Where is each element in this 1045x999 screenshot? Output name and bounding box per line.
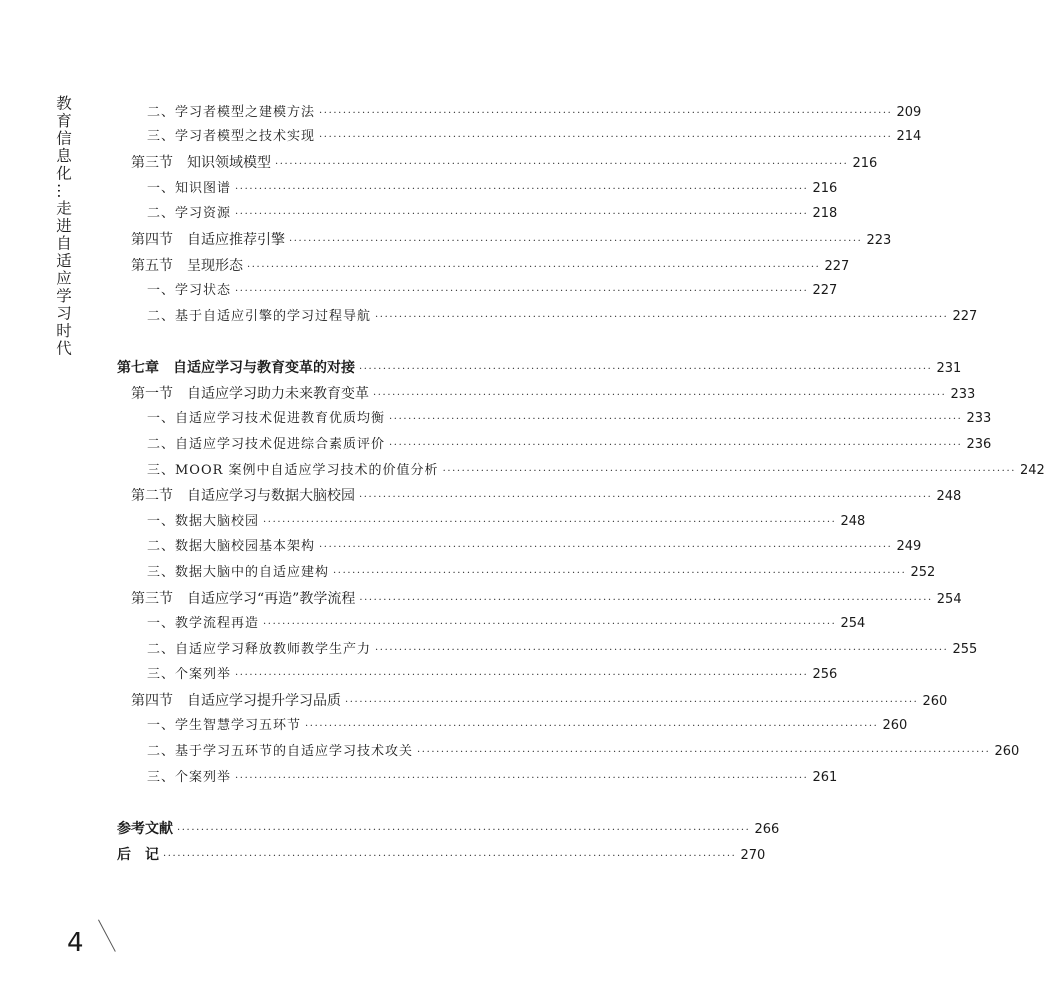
- toc-leader-dots: ························································································································: [375, 645, 949, 656]
- toc-entry-page: 252: [910, 565, 936, 580]
- toc-entry-label: 一、数据大脑校园: [147, 514, 260, 529]
- toc-subsection-entry[interactable]: [147, 537, 922, 557]
- toc-subsection-entry[interactable]: [147, 640, 978, 660]
- toc-entry-page: 242: [1020, 463, 1045, 478]
- toc-entry-page: 255: [952, 642, 978, 657]
- toc-entry-page: 249: [896, 539, 922, 554]
- toc-leader-dots: ························································································································: [373, 390, 947, 401]
- toc-leader-dots: ························································································································: [319, 542, 893, 553]
- toc-entry-page: 254: [840, 616, 866, 631]
- toc-entry-label: 参考文献: [117, 821, 173, 837]
- toc-section-entry[interactable]: [131, 589, 962, 609]
- toc-entry-page: 218: [812, 206, 838, 221]
- toc-entry-label: 第七章 自适应学习与教育变革的对接: [117, 360, 355, 376]
- toc-chapter-entry[interactable]: [117, 358, 962, 378]
- toc-section-entry[interactable]: [131, 230, 892, 250]
- toc-entry-label: 二、学习者模型之建模方法: [147, 105, 316, 120]
- toc-entry-label: 后 记: [117, 847, 159, 863]
- toc-subsection-entry[interactable]: [147, 204, 838, 224]
- toc-entry-page: 270: [740, 848, 766, 863]
- toc-chapter-entry[interactable]: [117, 845, 766, 865]
- toc-entry-label: 一、知识图谱: [147, 181, 232, 196]
- toc-subsection-entry[interactable]: [147, 512, 866, 532]
- toc-subsection-entry[interactable]: [147, 179, 838, 199]
- toc-subsection-entry[interactable]: [147, 665, 838, 685]
- toc-entry-page: 216: [812, 181, 838, 196]
- toc-leader-dots: ························································································································: [235, 773, 809, 784]
- toc-entry-label: 第四节 自适应学习提升学习品质: [131, 693, 341, 709]
- toc-section-entry[interactable]: [131, 691, 948, 711]
- toc-entry-page: 261: [812, 770, 838, 785]
- toc-leader-dots: ························································································································: [247, 262, 821, 273]
- toc-entry-page: 223: [866, 233, 892, 248]
- toc-leader-dots: ························································································································: [442, 466, 1017, 477]
- toc-entry-label: 三、MOOR 案例中自适应学习技术的价值分析: [147, 463, 439, 478]
- toc-entry-page: 214: [896, 129, 922, 144]
- toc-subsection-entry[interactable]: [147, 435, 992, 455]
- toc-entry-label: 二、基于自适应引擎的学习过程导航: [147, 309, 372, 324]
- toc-leader-dots: ························································································································: [305, 721, 879, 732]
- running-title-part1: 教育信息化: [54, 95, 72, 183]
- toc-entry-label: 第一节 自适应学习助力未来教育变革: [131, 386, 369, 402]
- toc-entry-label: 第五节 呈现形态: [131, 258, 243, 274]
- toc-leader-dots: ························································································································: [389, 440, 963, 451]
- toc-leader-dots: ························································································································: [235, 670, 809, 681]
- toc-entry-page: 248: [936, 489, 962, 504]
- toc-subsection-entry[interactable]: [147, 409, 992, 429]
- toc-section-entry[interactable]: [131, 486, 962, 506]
- toc-entry-label: 一、学习状态: [147, 283, 232, 298]
- toc-entry-page: 256: [812, 667, 838, 682]
- running-title-separator: …: [54, 182, 72, 200]
- toc-subsection-entry[interactable]: [147, 742, 1020, 762]
- toc-leader-dots: ························································································································: [263, 619, 837, 630]
- toc-entry-label: 三、学习者模型之技术实现: [147, 129, 316, 144]
- toc-leader-dots: ························································································································: [263, 517, 837, 528]
- toc-entry-label: 二、自适应学习技术促进综合素质评价: [147, 437, 386, 452]
- toc-entry-label: 第三节 知识领域模型: [131, 155, 271, 171]
- toc-entry-page: 260: [882, 718, 908, 733]
- toc-subsection-entry[interactable]: [147, 768, 838, 788]
- toc-leader-dots: ························································································································: [177, 825, 751, 836]
- toc-entry-page: 266: [754, 822, 780, 837]
- toc-subsection-entry[interactable]: [147, 563, 936, 583]
- toc-subsection-entry[interactable]: [147, 127, 922, 147]
- toc-entry-page: 260: [994, 744, 1020, 759]
- toc-subsection-entry[interactable]: [147, 281, 838, 301]
- toc-entry-page: 227: [824, 259, 850, 274]
- toc-entry-label: 第三节 自适应学习“再造”教学流程: [131, 591, 356, 607]
- toc-entry-label: 一、教学流程再造: [147, 616, 260, 631]
- toc-leader-dots: ························································································································: [319, 108, 893, 119]
- toc-section-entry[interactable]: [131, 256, 850, 276]
- toc-entry-page: 216: [852, 156, 878, 171]
- toc-leader-dots: ························································································································: [235, 209, 809, 220]
- toc-subsection-entry[interactable]: [147, 614, 866, 634]
- toc-entry-page: 227: [952, 309, 978, 324]
- toc-leader-dots: ························································································································: [359, 364, 933, 375]
- toc-entry-label: 二、自适应学习释放教师教学生产力: [147, 642, 372, 657]
- toc-entry-label: 三、个案列举: [147, 770, 232, 785]
- toc-leader-dots: ························································································································: [359, 492, 933, 503]
- toc-section-entry[interactable]: [131, 384, 976, 404]
- toc-entry-page: 227: [812, 283, 838, 298]
- toc-entry-page: 236: [966, 437, 992, 452]
- toc-entry-page: 254: [936, 592, 962, 607]
- toc-leader-dots: ························································································································: [289, 236, 863, 247]
- toc-leader-dots: ························································································································: [359, 595, 933, 606]
- toc-entry-label: 一、自适应学习技术促进教育优质均衡: [147, 411, 386, 426]
- toc-entry-page: 209: [896, 105, 922, 120]
- toc-leader-dots: ························································································································: [389, 414, 963, 425]
- toc-leader-dots: ························································································································: [417, 747, 991, 758]
- toc-leader-dots: ························································································································: [163, 851, 737, 862]
- running-title: [54, 95, 72, 358]
- toc-entry-label: 二、数据大脑校园基本架构: [147, 539, 316, 554]
- toc-leader-dots: ························································································································: [275, 159, 849, 170]
- toc-entry-page: 233: [950, 387, 976, 402]
- toc-entry-label: 一、学生智慧学习五环节: [147, 718, 302, 733]
- toc-subsection-entry[interactable]: [147, 461, 1045, 481]
- toc-chapter-entry[interactable]: [117, 819, 780, 839]
- toc-subsection-entry[interactable]: [147, 103, 922, 123]
- page-number: 4: [67, 928, 84, 958]
- toc-entry-label: 二、学习资源: [147, 206, 232, 221]
- toc-leader-dots: ························································································································: [235, 184, 809, 195]
- toc-entry-page: 231: [936, 361, 962, 376]
- toc-leader-dots: ························································································································: [235, 286, 809, 297]
- toc-entry-label: 三、个案列举: [147, 667, 232, 682]
- toc-entry-page: 233: [966, 411, 992, 426]
- toc-leader-dots: ························································································································: [345, 697, 919, 708]
- toc-entry-page: 260: [922, 694, 948, 709]
- toc-subsection-entry[interactable]: [147, 307, 978, 327]
- toc-leader-dots: ························································································································: [319, 132, 893, 143]
- running-title-part2: 走进自适应学习时代: [54, 200, 72, 358]
- toc-entry-page: 248: [840, 514, 866, 529]
- toc-leader-dots: ························································································································: [375, 312, 949, 323]
- page-number-divider: [98, 920, 116, 952]
- toc-subsection-entry[interactable]: [147, 716, 908, 736]
- toc-entry-label: 三、数据大脑中的自适应建构: [147, 565, 330, 580]
- toc-entry-label: 第二节 自适应学习与数据大脑校园: [131, 488, 355, 504]
- toc-entry-label: 第四节 自适应推荐引擎: [131, 232, 285, 248]
- toc-section-entry[interactable]: [131, 153, 878, 173]
- toc-leader-dots: ························································································································: [333, 568, 907, 579]
- toc-entry-label: 二、基于学习五环节的自适应学习技术攻关: [147, 744, 414, 759]
